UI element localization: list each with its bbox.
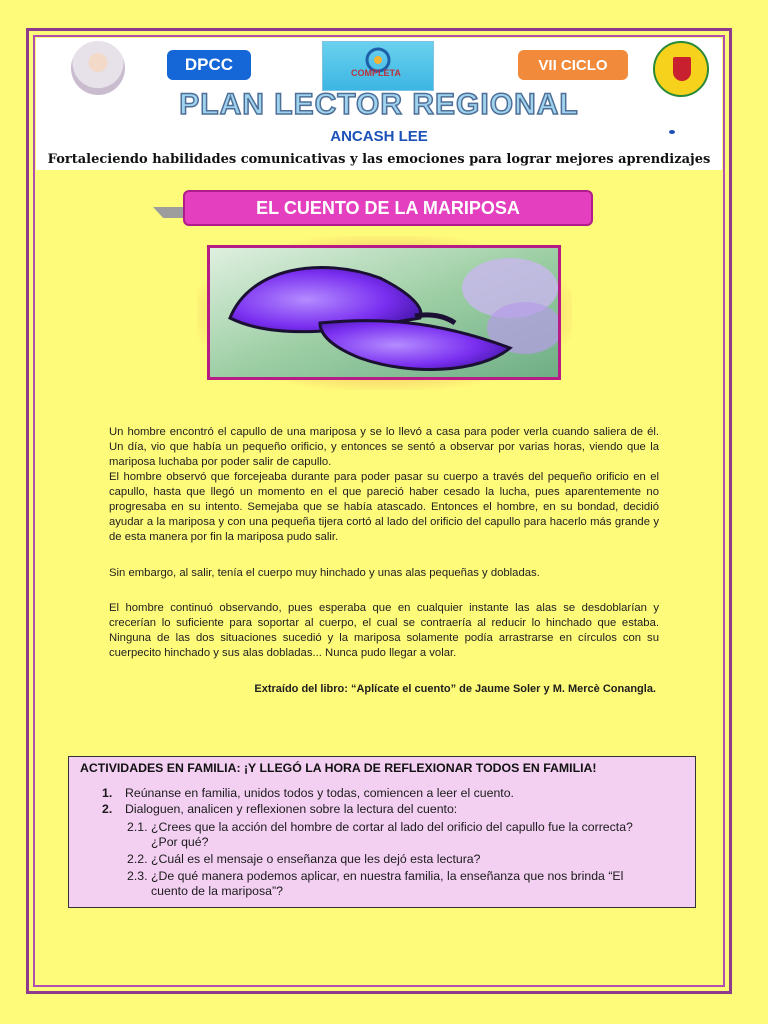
logo-graphic-icon — [323, 42, 433, 90]
tagline: Fortaleciendo habilidades comunicativas y las emociones para lograr mejores aprendizajes — [47, 152, 711, 167]
butterfly-image — [207, 245, 561, 380]
question-3-continuation: cuento de la mariposa”? — [151, 884, 283, 898]
question-2-number: 2.2. — [127, 852, 148, 866]
dpcc-badge: DPCC — [167, 50, 251, 80]
activities-box — [68, 756, 696, 908]
question-3-number: 2.3. — [127, 869, 148, 883]
virgin-mary-image — [71, 41, 125, 95]
butterfly-icon — [210, 248, 558, 377]
story-paragraph-1: Un hombre encontró el capullo de una mariposa y se lo llevó a casa para poder verla cuando saliera de él. Un día, vio que había un pequeño orificio, y entonces se sentó a observar por varias horas, viendo que la mariposa luchaba por poder salir de capullo. — [109, 426, 659, 468]
question-1-continuation: ¿Por qué? — [151, 835, 209, 849]
activity-1-text: Reúnanse en familia, unidos todos y todas, comiencen a leer el cuento. — [125, 786, 514, 800]
question-1-text: ¿Crees que la acción del hombre de cortar al lado del orificio del capullo fue la correcta? — [151, 820, 633, 834]
center-logo — [322, 41, 434, 91]
decorative-dot — [669, 130, 675, 134]
page-subtitle: ANCASH LEE — [330, 128, 428, 145]
activity-2-text: Dialoguen, analicen y reflexionen sobre la lectura del cuento: — [125, 802, 458, 816]
activities-title: ACTIVIDADES EN FAMILIA: ¡Y LLEGÓ LA HORA DE REFLEXIONAR TODOS EN FAMILIA! — [80, 761, 597, 775]
header-banner — [36, 38, 722, 170]
story-paragraph-2: El hombre observó que forcejeaba durante para poder pasar su cuerpo a través del pequeño orificio en el capullo, hasta que llegó un momento en el que pareció haber cesado la lucha, pues aparentemente no progresaba en su intento. Semejaba que se había atascado. Entonces el hombre, en su bondad, decidió ayudar a la mariposa y con una pequeña tijera cortó al lado del orificio del capullo para hacerlo más grande y de esta manera por fin la mariposa pudo salir. — [109, 471, 659, 543]
story-title: EL CUENTO DE LA MARIPOSA — [183, 190, 593, 226]
center-logo-text: COMPLETA — [351, 68, 401, 78]
page-title: PLAN LECTOR REGIONAL — [179, 88, 579, 121]
activity-1-number: 1. — [102, 786, 113, 800]
story-paragraph-4: El hombre continuó observando, pues esperaba que en cualquier instante las alas se desdoblarían y crecerían lo suficiente para soportar al cuerpo, el cual se contraería al reducir lo hinchado que estaba. Ninguna de las dos situaciones sucedió y la mariposa solamente podía arrastrarse en círculos con su cuerpecito hinchado y sus alas dobladas... Nunca pudo llegar a volar. — [109, 602, 659, 659]
story-paragraph-3: Sin embargo, al salir, tenía el cuerpo muy hinchado y unas alas pequeñas y dobladas. — [109, 567, 540, 579]
activity-2-number: 2. — [102, 802, 113, 816]
question-2-text: ¿Cuál es el mensaje o enseñanza que les dejó esta lectura? — [151, 852, 481, 866]
shield-icon — [673, 57, 691, 81]
question-3-text: ¿De qué manera podemos aplicar, en nuestra familia, la enseñanza que nos brinda “El — [151, 869, 624, 883]
ciclo-badge: VII CICLO — [518, 50, 628, 80]
story-citation: Extraído del libro: “Aplícate el cuento” de Jaume Soler y M. Mercè Conangla. — [254, 683, 656, 695]
question-1-number: 2.1. — [127, 820, 148, 834]
